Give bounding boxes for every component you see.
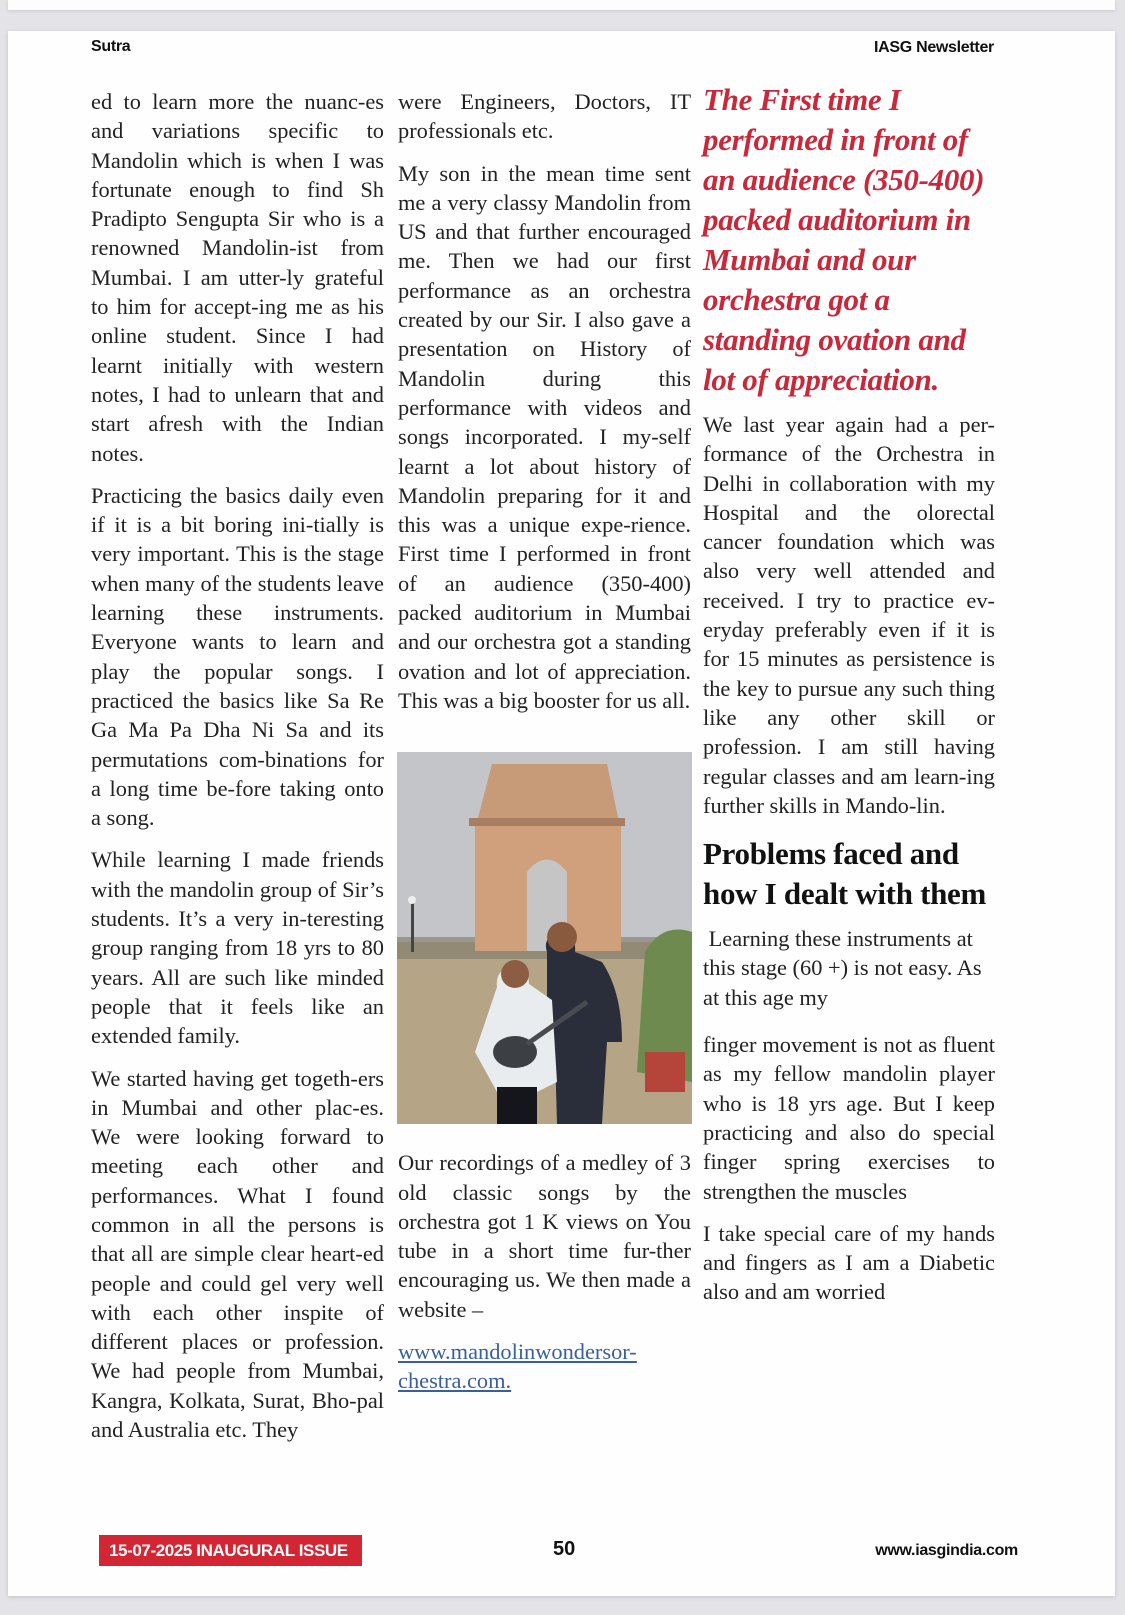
column-2 [398,87,691,1409]
issue-badge: 15-07-2025 INAUGURAL ISSUE [99,1535,362,1566]
paragraph: My son in the mean time sent me a very classy Mandolin from US and that further encouraged me. Then we had our first performance as an orchestra created by our Sir. I also gave a presentation on History of Mandolin during this performance with videos and songs incorporated. I my-self learnt a lot about history of Mandolin preparing for it and this was a unique expe-rience. First time I performed in front of an audience (350-400) packed auditorium in Mumbai and our orchestra got a standing ovation and lot of appreciation. This was a big booster for us all. [398,160,691,713]
paragraph: We started having get togeth-ers in Mumbai and other plac-es. We were looking forward to meeting each other and performances. What I found common in all the persons is that all are simple clear heart-ed people and could gel very well with each other inspite of different places or profession. We had people from Mumbai, Kangra, Kolkata, Surat, Bho-pal and Australia etc. They [91,1065,384,1443]
paragraph: While learning I made friends with the mandolin group of Sir’s students. It’s a very in-teresting group ranging from 18 yrs to 80 years. All are such like minded people that it feels like an extended family. [91,847,384,1049]
page-number: 50 [553,1538,576,1560]
paragraph: Learning these instruments at this stage (60 +) is not easy. As at this age my [703,926,988,1010]
footer-url[interactable]: www.iasgindia.com [875,1542,1018,1559]
running-head-left: Sutra [91,38,131,55]
paragraph: Practicing the basics daily even if it is a bit boring ini-tially is very important. This is the stage when many of the students leave learning these instruments. Everyone wants to learn and play the popular songs. I practiced the basics like Sa Re Ga Ma Pa Dha Ni Sa and its permutations com-binations for a long time be-fore taking onto a song. [91,482,384,831]
previous-page-edge [8,0,1115,10]
india-gate-photo [397,752,692,1124]
pull-quote: The First time I performed in front of an audience (350-400) packed auditorium in Mumbai and our orchestra got a standing ovation and lot of appreciation. [703,82,985,397]
paragraph: Our recordings of a medley of 3 old classic songs by the orchestra got 1 K views on You tube in a short time fur-ther encouraging us. We then made a website – [398,1150,691,1322]
paragraph: We last year again had a per-formance of the Orchestra in Delhi in collaboration with my Hospital and the olorectal cancer foundation which was also very well attended and received. I try to practice ev-eryday preferably even if it is for 15 minutes as persistence is the key to pursue any such thing like any other skill or profession. I am still having regular classes and am learn-ing further skills in Mando-lin. [703,412,995,818]
website-link[interactable]: www.mandolinwondersor-chestra.com. [398,1339,637,1394]
paragraph: I take special care of my hands and fingers as I am a Diabetic also and am worried [703,1220,995,1305]
paragraph: ed to learn more the nuanc-es and variations specific to Mandolin which is when I was fortunate enough to find Sh Pradipto Sengupta Sir who is a renowned Mandolin-ist from Mumbai. I am utter-ly grateful to him for accept-ing me as his online student. Since I had learnt initially with western notes, I had to unlearn that and start afresh with the Indian notes. [91,89,384,466]
paragraph: finger movement is not as fluent as my fellow mandolin player who is 18 yrs age. But I keep practicing and also do special finger spring exercises to strengthen the muscles [703,1032,995,1204]
photo-illustration [397,752,692,1124]
column-3 [703,80,995,1320]
section-heading: Problems faced and how I dealt with them [703,836,987,912]
paragraph: were Engineers, Doctors, IT professionals etc. [398,89,691,144]
column-1 [91,87,384,1457]
running-head-right: IASG Newsletter [874,39,994,56]
